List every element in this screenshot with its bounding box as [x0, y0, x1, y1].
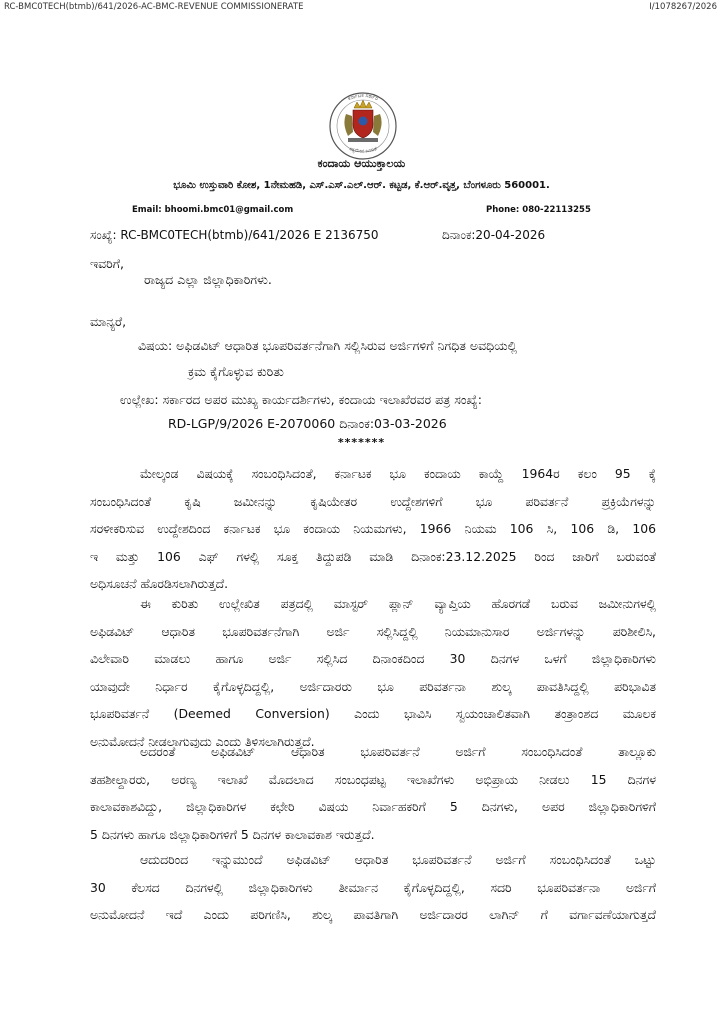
separator-stars: ******* — [337, 436, 386, 449]
emblem-motto-text: ಸತ್ಯಮೇವ ಜಯತೆ — [348, 146, 378, 155]
office-email: Email: bhoomi.bmc01@gmail.com — [132, 205, 294, 215]
paragraph-line: ವಿಲೇವಾರಿ ಮಾಡಲು ಹಾಗೂ ಅರ್ಜಿ ಸಲ್ಲಿಸಿದ ದಿನಾಂಕದಿಂದ 30 ದಿನಗಳ ಒಳಗೆ ಜಿಲ್ಲಾಧಿಕಾರಿಗಳು — [90, 651, 656, 666]
paragraph-line: ಅನುಮೋದನೆ ಇದೆ ಎಂದು ಪರಿಗಣಿಸಿ, ಶುಲ್ಕ ಪಾವತಿಗಾಗಿ ಅರ್ಜಿದಾರರ ಲಾಗಿನ್ ಗೆ ವರ್ಗಾವಣೆಯಾಗುತ್ತದೆ — [90, 907, 656, 922]
paragraph-line: ಅಧಿಸೂಚನೆ ಹೊರಡಿಸಲಾಗಿರುತ್ತದೆ. — [90, 576, 229, 591]
paragraph-line: ಭೂಪರಿವರ್ತನೆ (Deemed Conversion) ಎಂದು ಭಾವಿಸಿ ಸ್ವಯಂಚಾಲಿತವಾಗಿ ತಂತ್ರಾಂಶದ ಮೂಲಕ — [90, 706, 656, 721]
addressee-recipient: ರಾಜ್ಯದ ಎಲ್ಲಾ ಜಿಲ್ಲಾಧಿಕಾರಿಗಳು. — [144, 272, 272, 287]
body-paragraph-3 — [90, 738, 656, 848]
reference-note-line-2: RD-LGP/9/2026 E-2070060 ದಿನಾಂಕ:03-03-2026 — [168, 416, 447, 431]
paragraph-line: 30 ಕೆಲಸದ ದಿನಗಳಲ್ಲಿ ಜಿಲ್ಲಾಧಿಕಾರಿಗಳು ತೀರ್ಮಾನ ಕೈಗೊಳ್ಳದಿದ್ದಲ್ಲಿ, ಸದರಿ ಭೂಪರಿವರ್ತನಾ ಅರ್ಜಿಗೆ — [90, 879, 656, 895]
body-paragraph-1 — [90, 460, 656, 598]
emblem-top-text: ಕರ್ನಾಟಕ ಸರ್ಕಾರ — [347, 92, 379, 103]
paragraph-line: 5 ದಿನಗಳು ಹಾಗೂ ಜಿಲ್ಲಾಧಿಕಾರಿಗಳಿಗೆ 5 ದಿನಗಳ ಕಾಲಾವಕಾಶ ಇರುತ್ತದೆ. — [90, 826, 375, 842]
paragraph-line: ಮೇಲ್ಕಂಡ ವಿಷಯಕ್ಕೆ ಸಂಬಂಧಿಸಿದಂತೆ, ಕರ್ನಾಟಕ ಭೂ ಕಂದಾಯ ಕಾಯ್ದೆ 1964ರ ಕಲಂ 95 ಕ್ಕೆ — [140, 466, 656, 481]
page-id-header: I/1078267/2026 — [649, 2, 717, 12]
letter-date: ದಿನಾಂಕ:20-04-2026 — [442, 228, 546, 242]
subject-line-1: ವಿಷಯ: ಅಫಿಡವಿಟ್ ಆಧಾರಿತ ಭೂಪರಿವರ್ತನೆಗಾಗಿ ಸಲ್ಲಿಸಿರುವ ಅರ್ಜಿಗಳಿಗೆ ನಿಗಧಿತ ಅವಧಿಯಲ್ಲಿ — [138, 338, 518, 353]
paragraph-line: ಅಫಿಡವಿಟ್ ಆಧಾರಿತ ಭೂಪರಿವರ್ತನೆಗಾಗಿ ಅರ್ಜಿ ಸಲ್ಲಿಸಿದ್ದಲ್ಲಿ ನಿಯಮಾನುಸಾರ ಅರ್ಜಿಗಳನ್ನು ಪರಿಶೀಲಿಸಿ, — [90, 623, 656, 639]
paragraph-line: ಅದರಂತೆ ಅಫಿಡವಿಟ್ ಆಧಾರಿತ ಭೂಪರಿವರ್ತನೆ ಅರ್ಜಿಗೆ ಸಂಬಂಧಿಸಿದಂತೆ ತಾಲ್ಲೂಕು — [140, 744, 656, 759]
paragraph-line: ಆದುದರಿಂದ ಇನ್ನುಮುಂದೆ ಅಫಿಡವಿಟ್ ಆಧಾರಿತ ಭೂಪರಿವರ್ತನೆ ಅರ್ಜಿಗೆ ಸಂಬಂಧಿಸಿದಂತೆ ಒಟ್ಟು — [140, 852, 656, 867]
salutation: ಮಾನ್ಯರೆ, — [90, 314, 127, 329]
paragraph-line: ಸಂಬಂಧಿಸಿದಂತೆ ಕೃಷಿ ಜಮೀನನ್ನು ಕೃಷಿಯೇತರ ಉದ್ದೇಶಗಳಿಗೆ ಭೂ ಪರಿವರ್ತನೆ ಪ್ರಕ್ರಿಯೆಗಳನ್ನು — [90, 493, 656, 509]
paragraph-line: ಯಾವುದೇ ನಿರ್ಧಾರ ಕೈಗೊಳ್ಳದಿದ್ದಲ್ಲಿ, ಅರ್ಜಿದಾರರು ಭೂ ಪರಿವರ್ತನಾ ಶುಲ್ಕ ಪಾವತಿಸಿದ್ದಲ್ಲಿ ಪರಿಭಾವಿತ — [90, 678, 656, 694]
office-phone: Phone: 080-22113255 — [486, 205, 591, 215]
letter-reference-number: ಸಂಖ್ಯೆ: RC-BMC0TECH(btmb)/641/2026 E 2136750 — [90, 228, 379, 242]
svg-text:ಸತ್ಯಮೇವ ಜಯತೆ — [348, 146, 378, 155]
paragraph-line: ಅನುಮೋದನೆ ನೀಡಲಾಗುವುದು ಎಂದು ತಿಳಿಸಲಾಗಿರುತ್ತದೆ. — [90, 733, 315, 749]
paragraph-line: ಈ ಕುರಿತು ಉಲ್ಲೇಖಿತ ಪತ್ರದಲ್ಲಿ ಮಾಸ್ಟರ್ ಪ್ಲಾನ್ ವ್ಯಾಪ್ತಿಯ ಹೊರಗಡೆ ಬರುವ ಜಮೀನುಗಳಲ್ಲಿ — [140, 596, 656, 611]
department-name: ಕಂದಾಯ ಆಯುಕ್ತಾಲಯ — [317, 157, 406, 170]
body-paragraph-4 — [90, 846, 656, 929]
paragraph-line: ಇ ಮತ್ತು 106 ಎಫ್ ಗಳಲ್ಲಿ ಸೂಕ್ತ ತಿದ್ದುಪಡಿ ಮಾಡಿ ದಿನಾಂಕ:23.12.2025 ರಿಂದ ಜಾರಿಗೆ ಬರುವಂತೆ — [90, 548, 656, 564]
paragraph-line: ತಹಶೀಲ್ದಾರರು, ಅರಣ್ಯ ಇಲಾಖೆ ಮೊದಲಾದ ಸಂಬಂಧಪಟ್ಟ ಇಲಾಖೆಗಳು ಅಭಿಪ್ರಾಯ ನೀಡಲು 15 ದಿನಗಳ — [90, 771, 656, 787]
paragraph-line: ಸರಳೀಕರಿಸುವ ಉದ್ದೇಶದಿಂದ ಕರ್ನಾಟಕ ಭೂ ಕಂದಾಯ ನಿಯಮಗಳು, 1966 ನಿಯಮ 106 ಸಿ, 106 ಡಿ, 106 — [90, 521, 656, 536]
office-address: ಭೂಮಿ ಉಸ್ತುವಾರಿ ಕೋಶ, 1ನೇಮಹಡಿ, ಎಸ್.ಎಸ್.ಎಲ್.ಆರ್. ಕಟ್ಟಡ, ಕೆ.ಆರ್.ವೃತ್ತ, ಬೆಂಗಳೂರು 560001. — [173, 180, 550, 191]
reference-note-line-1: ಉಲ್ಲೇಖ: ಸರ್ಕಾರದ ಅಪರ ಮುಖ್ಯ ಕಾರ್ಯದರ್ಶಿಗಳು, ಕಂದಾಯ ಇಲಾಖೆರವರ ಪತ್ರ ಸಂಖ್ಯೆ: — [120, 392, 482, 407]
subject-line-2: ಕ್ರಮ ಕೈಗೊಳ್ಳುವ ಕುರಿತು — [188, 364, 284, 379]
paragraph-line: ಕಾಲಾವಕಾಶವಿದ್ದು, ಜಿಲ್ಲಾಧಿಕಾರಿಗಳ ಕಛೇರಿ ವಿಷಯ ನಿರ್ವಾಹಕರಿಗೆ 5 ದಿನಗಳು, ಅಪರ ಜಿಲ್ಲಾಧಿಕಾರಿಗಳಿಗೆ — [90, 799, 656, 814]
karnataka-emblem-logo — [318, 88, 408, 160]
file-reference-header: RC-BMC0TECH(btmb)/641/2026-AC-BMC-REVENUE COMMISSIONERATE — [4, 2, 304, 12]
body-paragraph-2 — [90, 590, 656, 755]
addressee-to: ಇವರಿಗೆ, — [90, 256, 124, 271]
